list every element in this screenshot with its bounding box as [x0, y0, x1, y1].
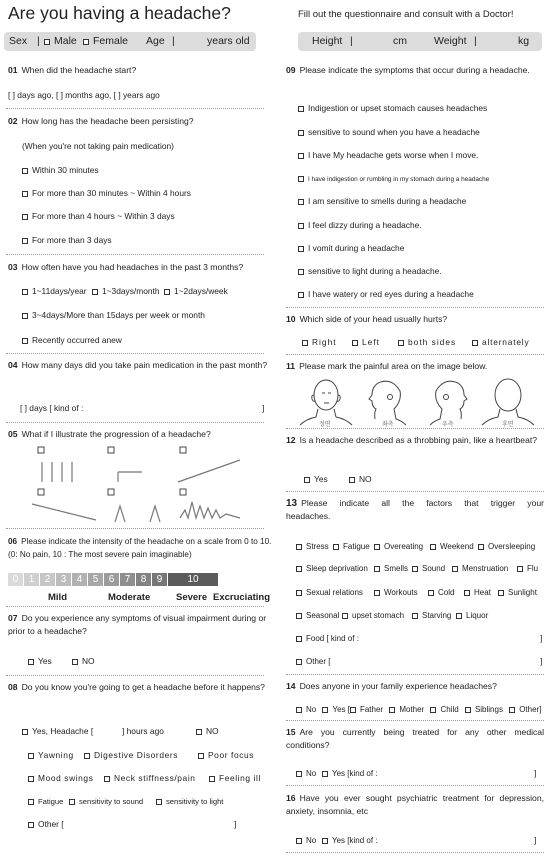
checkbox[interactable]: [350, 707, 356, 713]
q08-option[interactable]: Poor focus: [198, 750, 254, 761]
question-09: 09 Please indicate the symptoms that occur during a headache.: [286, 65, 530, 75]
divider: [286, 674, 544, 675]
q09-option[interactable]: I feel dizzy during a headache.: [298, 220, 422, 231]
pain-scale-step[interactable]: 6: [104, 573, 120, 586]
q08-other[interactable]: Other [: [28, 819, 64, 830]
checkbox[interactable]: [498, 590, 504, 596]
checkbox[interactable]: [28, 776, 34, 782]
q12-option-yes[interactable]: Yes: [304, 474, 328, 485]
divider: [286, 491, 544, 492]
divider: [286, 852, 544, 853]
scale-label-moderate: Moderate: [108, 592, 151, 603]
pain-scale-step[interactable]: 2: [40, 573, 56, 586]
q13-option[interactable]: Starving: [412, 610, 451, 621]
question-13: 13 Please indicate all the factors that trigger your headaches.: [286, 498, 544, 521]
question-08: 08 Do you know you're going to get a headache before it happens?: [8, 682, 265, 692]
scale-label-severe: Severe: [176, 592, 208, 603]
q14-row[interactable]: No Yes [ Father Mother Child Siblings Other]: [296, 704, 541, 715]
pain-scale-step[interactable]: 0: [8, 573, 24, 586]
q02-option[interactable]: For more than 3 days: [22, 235, 112, 246]
scale-label-excruciating: Excruciating: [213, 592, 271, 603]
q13-option[interactable]: Overeating: [374, 541, 423, 552]
q04-close: ]: [262, 403, 265, 413]
q10-option[interactable]: Left: [352, 337, 380, 348]
q13-close: ]: [540, 656, 543, 666]
q13-option[interactable]: Workouts: [374, 587, 418, 598]
question-03: 03 How often have you had headaches in the past 3 months?: [8, 262, 244, 272]
divider: [6, 254, 264, 255]
checkbox[interactable]: [22, 238, 28, 244]
checkbox[interactable]: [472, 340, 478, 346]
sex-age-bar: Sex | Male Female Age | years old: [4, 32, 256, 51]
divider: [6, 528, 264, 529]
checkbox[interactable]: [298, 106, 304, 112]
checkbox[interactable]: [374, 544, 380, 550]
divider: [286, 307, 544, 308]
q16-option-yes[interactable]: Yes [kind of :: [322, 835, 378, 846]
checkbox[interactable]: [92, 289, 98, 295]
pain-scale-step[interactable]: 9: [152, 573, 168, 586]
q09-option[interactable]: Indigestion or upset stomach causes headaches: [298, 103, 487, 114]
checkbox[interactable]: [298, 292, 304, 298]
divider: [6, 353, 264, 354]
pain-scale-step[interactable]: 3: [56, 573, 72, 586]
divider: [286, 354, 544, 355]
headache-progression-diagrams[interactable]: [30, 444, 250, 526]
page-subtitle: Fill out the questionnaire and consult with a Doctor!: [298, 9, 514, 20]
checkbox[interactable]: [28, 753, 34, 759]
question-01: 01 When did the headache start?: [8, 65, 137, 75]
female-checkbox[interactable]: [83, 39, 89, 45]
q09-option[interactable]: I am sensitive to smells during a headache: [298, 196, 466, 207]
checkbox[interactable]: [22, 168, 28, 174]
checkbox[interactable]: [428, 590, 434, 596]
q09-option[interactable]: I vomit during a headache: [298, 243, 404, 254]
q03-option[interactable]: 3~4days/More than 15days per week or month: [22, 310, 205, 321]
q02-note: (When you're not taking pain medication): [22, 141, 174, 151]
pain-scale-step[interactable]: 5: [88, 573, 104, 586]
checkbox[interactable]: [298, 176, 304, 182]
q15-close: ]: [534, 768, 537, 778]
q13-option[interactable]: Smells: [374, 563, 408, 574]
question-04: 04 How many days did you take pain medication in the past month?: [8, 360, 268, 370]
checkbox[interactable]: [22, 338, 28, 344]
pain-scale-step[interactable]: 8: [136, 573, 152, 586]
female-option[interactable]: Female: [83, 32, 128, 51]
question-16: 16 Have you ever sought psychiatric treatment for depression, anxiety, insomnia, etc: [286, 793, 544, 816]
q03-option[interactable]: 1~11days/year: [22, 286, 87, 297]
pain-scale[interactable]: [8, 573, 272, 586]
checkbox[interactable]: [28, 822, 34, 828]
checkbox[interactable]: [69, 799, 75, 805]
checkbox[interactable]: [412, 566, 418, 572]
q13-option[interactable]: Sound: [412, 563, 445, 574]
weight-label: Weight: [434, 35, 467, 47]
checkbox[interactable]: [456, 613, 462, 619]
q03-option[interactable]: 1~3days/month: [92, 286, 160, 297]
head-caption: 좌측: [382, 422, 394, 428]
q07-option-no[interactable]: NO: [72, 656, 95, 667]
q10-option[interactable]: Right: [302, 337, 337, 348]
question-14: 14 Does anyone in your family experience headaches?: [286, 681, 497, 691]
q10-option[interactable]: alternately: [472, 337, 529, 348]
checkbox[interactable]: [28, 659, 34, 665]
male-option[interactable]: Male: [44, 32, 77, 51]
checkbox[interactable]: [374, 566, 380, 572]
q13-option[interactable]: Oversleeping: [478, 541, 535, 552]
q03-option[interactable]: 1~2days/week: [164, 286, 228, 297]
checkbox[interactable]: [22, 313, 28, 319]
checkbox[interactable]: [156, 799, 162, 805]
age-label: Age: [146, 35, 165, 47]
checkbox[interactable]: [465, 707, 471, 713]
checkbox[interactable]: [464, 590, 470, 596]
checkbox[interactable]: [322, 838, 328, 844]
q08-option[interactable]: Yawning: [28, 750, 74, 761]
checkbox[interactable]: [412, 613, 418, 619]
divider: [6, 675, 264, 676]
q13-food[interactable]: Food [ kind of :: [296, 633, 359, 644]
checkbox[interactable]: [298, 153, 304, 159]
checkbox[interactable]: [322, 707, 328, 713]
q13-option[interactable]: Sleep deprivation: [296, 563, 368, 574]
checkbox[interactable]: [296, 771, 302, 777]
pain-scale-step[interactable]: 4: [72, 573, 88, 586]
q01-answer[interactable]: [ ] days ago, [ ] months ago, [ ] years ago: [8, 90, 160, 100]
checkbox[interactable]: [333, 544, 339, 550]
checkbox[interactable]: [298, 269, 304, 275]
checkbox[interactable]: [296, 544, 302, 550]
checkbox[interactable]: [298, 246, 304, 252]
cm-label: cm: [393, 35, 407, 47]
checkbox[interactable]: [72, 659, 78, 665]
checkbox[interactable]: [517, 566, 523, 572]
q08-hours: ] hours ago: [122, 726, 164, 736]
q13-other[interactable]: Other [: [296, 656, 330, 667]
q03-option[interactable]: Recently occurred anew: [22, 335, 122, 346]
q08-option[interactable]: Neck stiffness/pain: [104, 773, 196, 784]
divider: [6, 606, 264, 607]
q09-option[interactable]: I have watery or red eyes during a headache: [298, 289, 474, 300]
checkbox[interactable]: [374, 590, 380, 596]
head-caption: 후면: [502, 422, 514, 428]
q15-option-no[interactable]: No: [296, 768, 316, 779]
height-weight-bar: Height | cm Weight | kg: [298, 32, 542, 51]
q02-option[interactable]: For more than 4 hours ~ Within 3 days: [22, 211, 175, 222]
divider: [286, 428, 544, 429]
q08-option-no[interactable]: NO: [196, 726, 219, 737]
q13-option[interactable]: Sunlight: [498, 587, 537, 598]
divider: [286, 720, 544, 721]
checkbox[interactable]: [478, 544, 484, 550]
checkbox[interactable]: [298, 130, 304, 136]
checkbox[interactable]: [164, 289, 170, 295]
years-old-label: years old: [207, 35, 250, 47]
checkbox[interactable]: [296, 838, 302, 844]
q10-option[interactable]: both sides: [398, 337, 456, 348]
checkbox[interactable]: [104, 776, 110, 782]
q13-option[interactable]: Cold: [428, 587, 454, 598]
checkbox[interactable]: [430, 707, 436, 713]
checkbox[interactable]: [352, 340, 358, 346]
q13-option[interactable]: Liquor: [456, 610, 488, 621]
question-10: 10 Which side of your head usually hurts?: [286, 314, 448, 324]
pain-scale-step[interactable]: 7: [120, 573, 136, 586]
kg-label: kg: [518, 35, 530, 47]
checkbox[interactable]: [430, 544, 436, 550]
q13-option[interactable]: Flu: [517, 563, 538, 574]
q02-option[interactable]: For more than 30 minutes ~ Within 4 hours: [22, 188, 191, 199]
q16-option-no[interactable]: No: [296, 835, 316, 846]
q09-option[interactable]: I have indigestion or rumbling in my stomach during a headache: [298, 174, 489, 185]
question-07: 07 Do you experience any symptoms of visual impairment during or prior to a headache?: [8, 613, 267, 636]
q04-answer[interactable]: [ ] days [ kind of :: [20, 403, 84, 413]
q13-option[interactable]: Weekend: [430, 541, 474, 552]
q16-close: ]: [534, 835, 537, 845]
q13-option[interactable]: Heat: [464, 587, 491, 598]
checkbox[interactable]: [28, 799, 34, 805]
checkbox[interactable]: [84, 753, 90, 759]
male-checkbox[interactable]: [44, 39, 50, 45]
checkbox[interactable]: [322, 771, 328, 777]
q13-close: ]: [540, 633, 543, 643]
height-label: Height: [312, 35, 343, 47]
checkbox[interactable]: [342, 613, 348, 619]
q13-option[interactable]: Fatigue: [333, 541, 370, 552]
q13-option[interactable]: Seasonal: [296, 610, 339, 621]
divider: [6, 422, 264, 423]
checkbox[interactable]: [304, 477, 310, 483]
q13-option[interactable]: Stress: [296, 541, 329, 552]
page-title: Are you having a headache?: [8, 3, 231, 23]
checkbox[interactable]: [302, 340, 308, 346]
checkbox[interactable]: [22, 289, 28, 295]
checkbox[interactable]: [196, 729, 202, 735]
checkbox[interactable]: [296, 590, 302, 596]
q13-option[interactable]: upset stomach: [342, 610, 404, 621]
question-12: 12 Is a headache described as a throbbing pain, like a heartbeat?: [286, 435, 538, 445]
checkbox[interactable]: [298, 223, 304, 229]
scale-label-mild: Mild: [48, 592, 67, 603]
q08-option[interactable]: sensitivity to sound: [69, 796, 143, 807]
question-15: 15 Are you currently being treated for any other medical conditions?: [286, 727, 544, 750]
q02-option[interactable]: Within 30 minutes: [22, 165, 99, 176]
checkbox[interactable]: [296, 659, 302, 665]
q08-option[interactable]: Digestive Disorders: [84, 750, 178, 761]
divider: [6, 108, 264, 109]
q08-option-yes[interactable]: Yes, Headache [: [22, 726, 93, 737]
checkbox[interactable]: [22, 191, 28, 197]
checkbox[interactable]: [296, 613, 302, 619]
pain-scale-step[interactable]: 1: [24, 573, 40, 586]
question-02: 02 How long has the headache been persisting?: [8, 116, 194, 126]
q09-option[interactable]: sensitive to sound when you have a headache: [298, 127, 480, 138]
q08-close: ]: [234, 819, 237, 829]
q07-option-yes[interactable]: Yes: [28, 656, 52, 667]
q13-option[interactable]: Sexual relations: [296, 587, 363, 598]
sex-label: Sex: [9, 35, 28, 47]
q08-option[interactable]: Mood swings: [28, 773, 93, 784]
head-caption: 우측: [442, 422, 454, 428]
q15-option-yes[interactable]: Yes [kind of :: [322, 768, 378, 779]
pain-scale-step[interactable]: 10: [168, 573, 218, 586]
checkbox[interactable]: [22, 214, 28, 220]
q09-option[interactable]: sensitive to light during a headache.: [298, 266, 442, 277]
question-11: 11 Please mark the painful area on the image below.: [286, 361, 488, 371]
q08-option[interactable]: Feeling ill: [209, 773, 261, 784]
checkbox[interactable]: [296, 566, 302, 572]
divider: [286, 785, 544, 786]
checkbox[interactable]: [209, 776, 215, 782]
checkbox[interactable]: [349, 477, 355, 483]
question-06: 06 Please indicate the intensity of the headache on a scale from 0 to 10. (0: No pain, 10 : The most severe pain imaginable): [8, 537, 272, 559]
checkbox[interactable]: [389, 707, 395, 713]
question-05: 05 What if I illustrate the progression of a headache?: [8, 429, 211, 439]
checkbox[interactable]: [398, 340, 404, 346]
q12-option-no[interactable]: NO: [349, 474, 372, 485]
q08-option[interactable]: sensitivity to light: [156, 796, 223, 807]
checkbox[interactable]: [509, 707, 515, 713]
q13-option[interactable]: Menstruation: [452, 563, 508, 574]
head-caption: 정면: [319, 422, 331, 428]
checkbox[interactable]: [22, 729, 28, 735]
q08-option[interactable]: Fatigue: [28, 796, 63, 807]
checkbox[interactable]: [452, 566, 458, 572]
checkbox[interactable]: [298, 199, 304, 205]
checkbox[interactable]: [296, 707, 302, 713]
checkbox[interactable]: [198, 753, 204, 759]
checkbox[interactable]: [296, 636, 302, 642]
q09-option[interactable]: I have My headache gets worse when I move.: [298, 150, 478, 161]
